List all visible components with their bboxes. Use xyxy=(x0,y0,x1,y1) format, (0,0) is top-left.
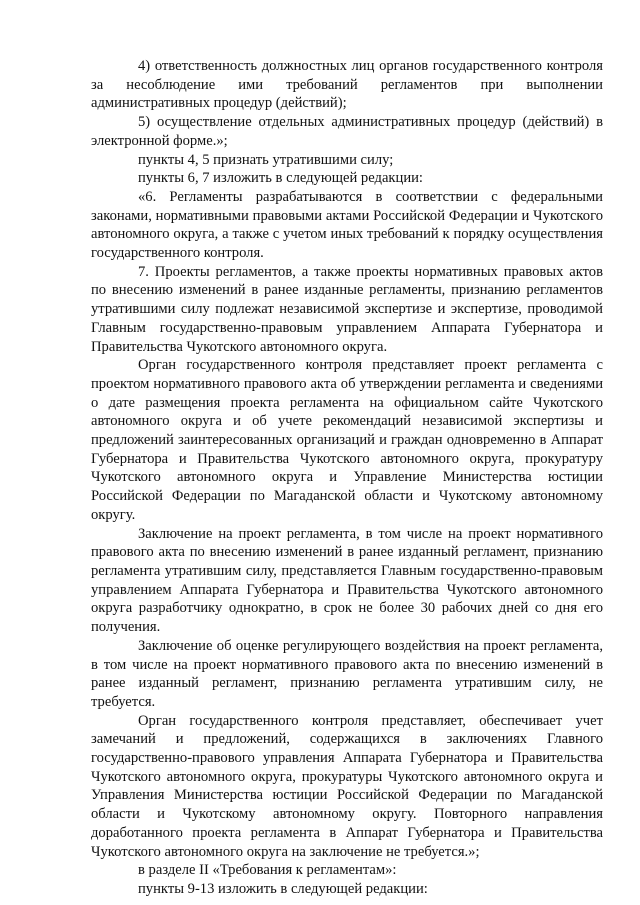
paragraph-item-5: 5) осуществление отдельных административных процедур (действий) в электронной форме.»; xyxy=(91,114,603,149)
paragraph-point-6: «6. Регламенты разрабатываются в соответствии с федеральными законами, нормативными правовыми актами Российской Федерации и Чукотского автономного округа, а также с учетом иных требований к порядку осуществления государственного контроля. xyxy=(91,188,603,262)
paragraph-submission: Орган государственного контроля представляет проект регламента с проектом нормативного правового акта об утверждении регламента и сведениями о дате размещения проекта регламента на официальном сайте Чукотского автономного округа и об учете рекомендаций независимой экспертизы и предложений заинтересованных организаций и граждан одновременно в Аппарат Губернатора и Правительства Чукотского автономного округа, прокуратуру Чукотского автономного округа и Управление Министерства юстиции Российской Федерации по Магаданской области и Чукотскому автономному округу. xyxy=(91,357,603,523)
paragraph-section-2: в разделе II «Требования к регламентам»: xyxy=(138,862,397,879)
paragraph-conclusion: Заключение на проект регламента, в том числе на проект нормативного правового акта по внесению изменений в ранее изданный регламент, признанию регламента утратившим силу, представляется Главным государственно-правовым управлением Аппарата Губернатора и Правительства Чукотского автономного округа разработчику однократно, в срок не более 30 рабочих дней со дня его получения. xyxy=(91,525,603,636)
paragraph-regulatory-impact: Заключение об оценке регулирующего воздействия на проект регламента, в том числе на проект нормативного правового акта по внесению изменений в ранее изданный регламент, признанию регламента утратившим силу, не требуется. xyxy=(91,637,603,710)
paragraph-item-4: 4) ответственность должностных лиц органов государственного контроля за несоблюдение ими требований регламентов при выполнении административных процедур (действий); xyxy=(91,58,603,112)
paragraph-remarks: Орган государственного контроля представляет, обеспечивает учет замечаний и предложений, содержащихся в заключениях Главного государственно-правового управления Аппарата Губернатора и Правительства Чукотского автономного округа, прокуратуры Чукотского автономного округа и Управления Министерства юстиции Российской Федерации по Магаданской области и Чукотскому автономному округу. Повторного направления доработанного проекта регламента в Аппарат Губернатора и Правительства Чукотского автономного округа на заключение не требуется.»; xyxy=(91,712,603,860)
document-page xyxy=(91,57,603,899)
paragraph-points-9-13: пункты 9-13 изложить в следующей редакции: xyxy=(138,880,428,897)
paragraph-points-4-5-repeal: пункты 4, 5 признать утратившими силу; xyxy=(138,151,394,168)
paragraph-point-7: 7. Проекты регламентов, а также проекты нормативных правовых актов по внесению изменений в ранее изданные регламенты, признанию регламентов утратившими силу подлежат независимой экспертизе и экспертизе, проводимой Главным государственно-правовым управлением Аппарата Губернатора и Правительства Чукотского автономного округа. xyxy=(91,263,603,355)
paragraph-points-6-7-amend: пункты 6, 7 изложить в следующей редакции: xyxy=(138,170,423,187)
